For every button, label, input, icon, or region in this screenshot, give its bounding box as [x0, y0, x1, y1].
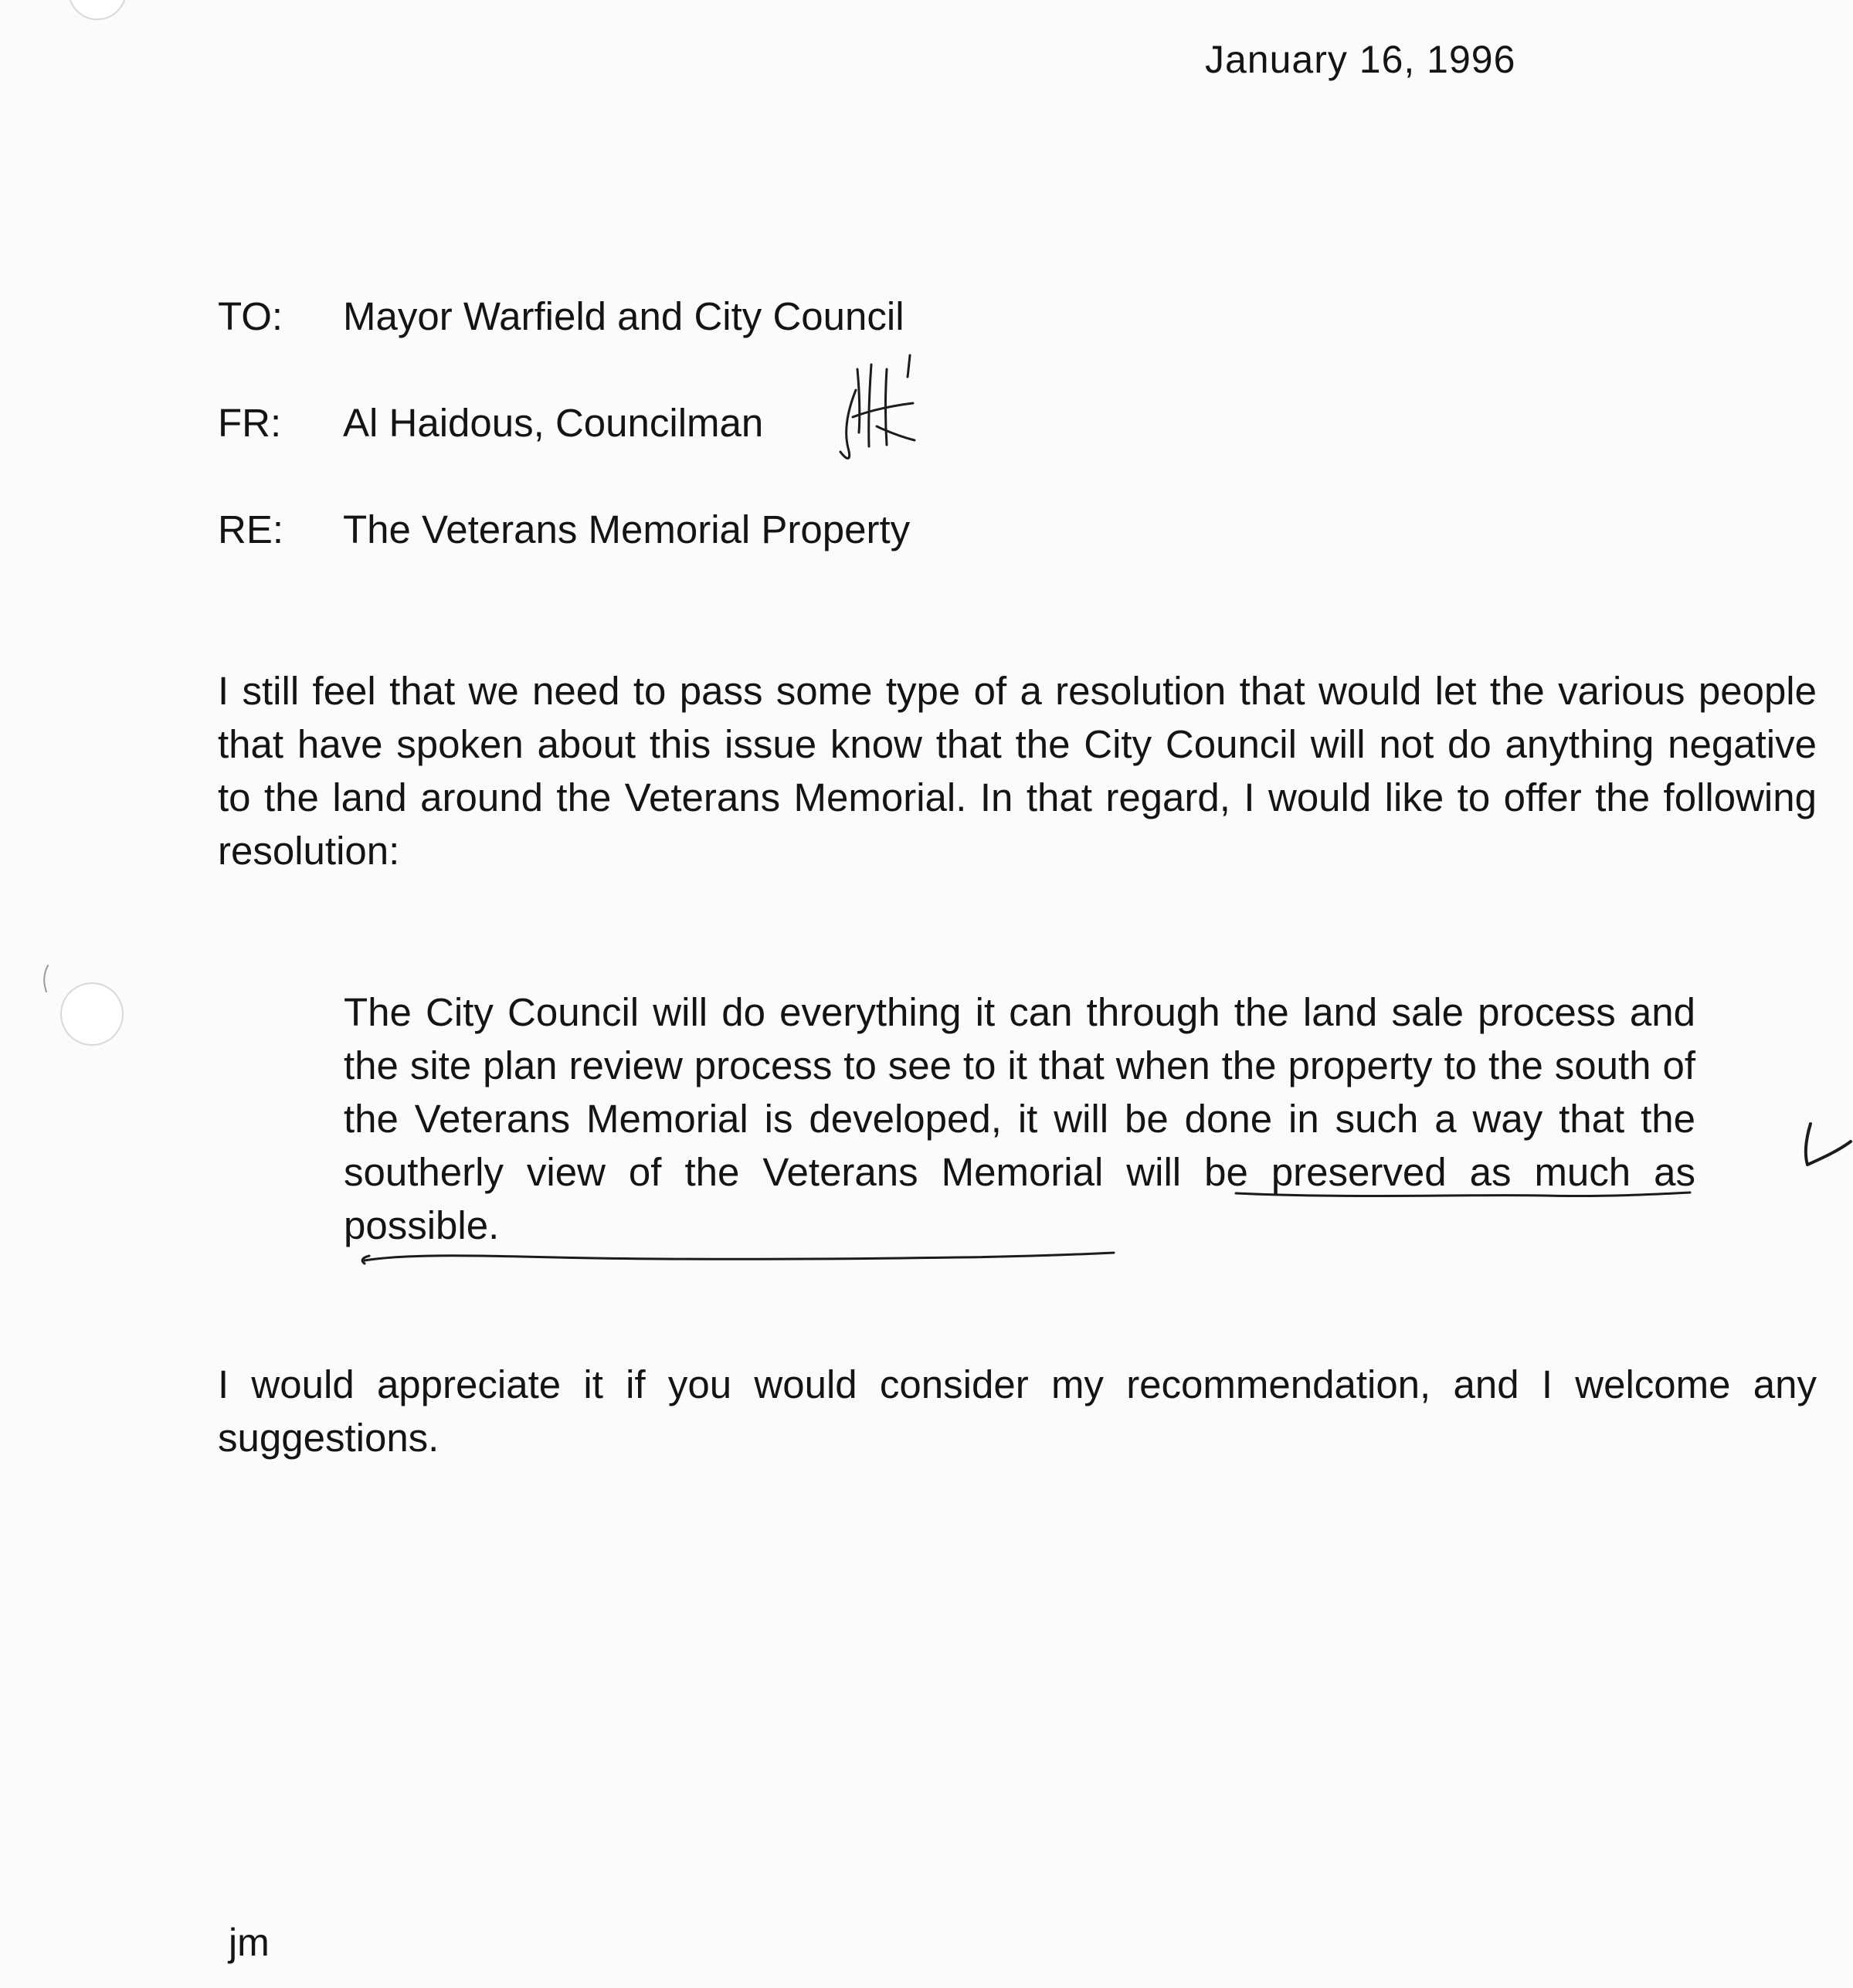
punch-hole-middle — [60, 982, 124, 1046]
to-label: TO: — [218, 294, 283, 338]
intro-paragraph: I still feel that we need to pass some type of a resolution that would let the various people that have spoken about this issue know that the City Council will not do anything negative to the land around the Veterans Memorial. In that regard, I would like to offer the following resolution: — [218, 669, 1817, 873]
signature-initials-mark — [840, 355, 915, 458]
to-value: Mayor Warfield and City Council — [343, 294, 904, 338]
typist-initials: jm — [229, 1921, 270, 1964]
memo-date: January 16, 1996 — [1205, 38, 1516, 81]
re-label: RE: — [218, 507, 284, 551]
re-value: The Veterans Memorial Property — [343, 507, 911, 551]
memo-to-row — [218, 293, 904, 339]
punch-hole-top — [68, 0, 127, 20]
memo-from-row — [218, 400, 763, 446]
memo-re-row — [218, 507, 910, 552]
margin-mark — [44, 965, 48, 992]
from-value: Al Haidous, Councilman — [343, 401, 764, 445]
resolution-paragraph: The City Council will do everything it can through the land sale process and the site plan review process to see to it that when the property to the south of the Veterans Memorial is developed, it will be done in such a way that the southerly view of the Veterans Memorial will be preserved as much as possible. — [344, 990, 1695, 1247]
closing-paragraph: I would appreciate it if you would consider my recommendation, and I welcome any suggestions. — [218, 1362, 1817, 1460]
check-mark — [1806, 1124, 1851, 1165]
from-label: FR: — [218, 401, 282, 445]
